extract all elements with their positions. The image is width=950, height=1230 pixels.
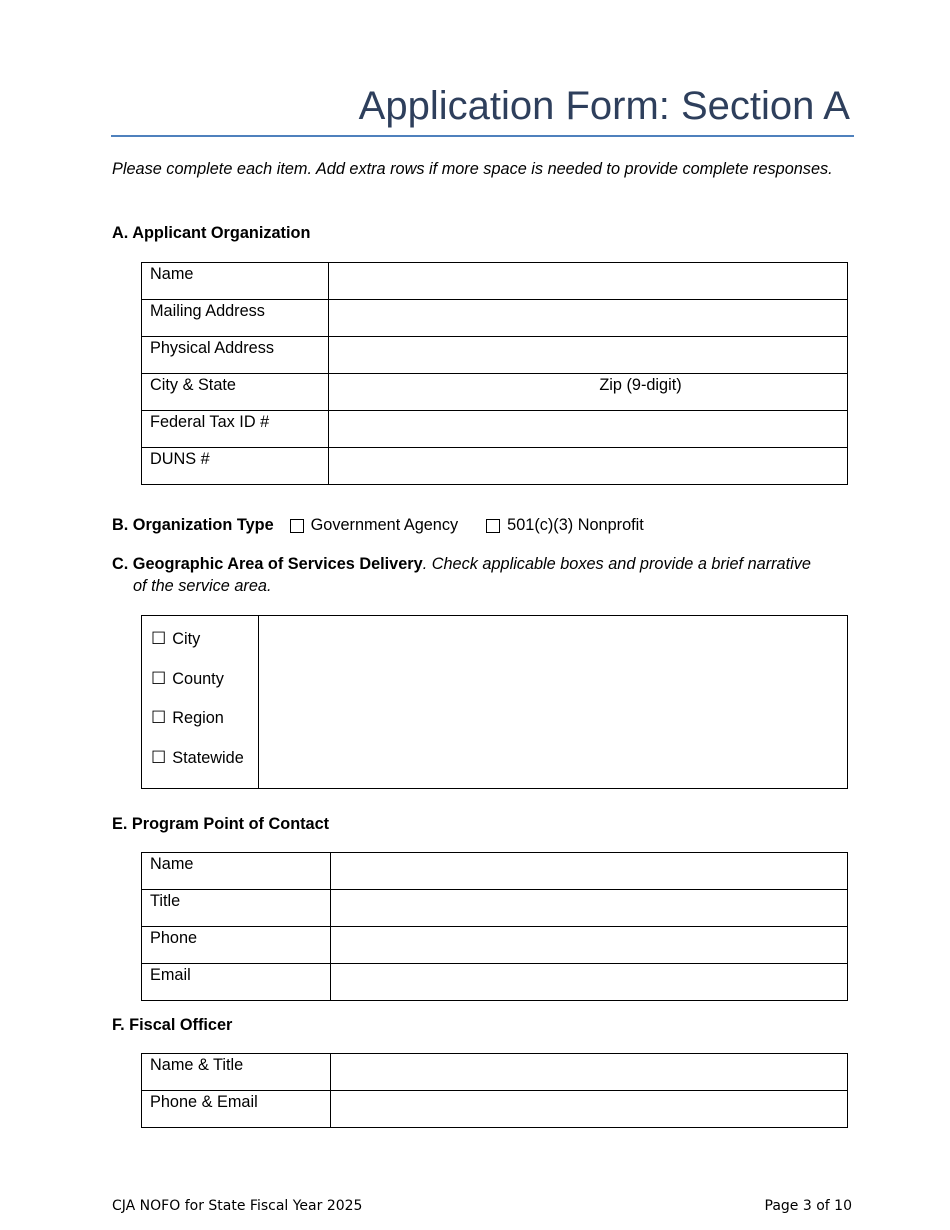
label-contact-phone: Phone	[142, 927, 331, 964]
footer-left: CJA NOFO for State Fiscal Year 2025	[112, 1198, 363, 1214]
option-government-agency[interactable]	[290, 516, 459, 535]
title-divider	[111, 135, 854, 137]
option-nonprofit[interactable]	[486, 516, 644, 535]
table-row	[142, 853, 848, 890]
contact-phone-field[interactable]	[331, 927, 848, 964]
geo-option-city[interactable]	[151, 630, 258, 670]
physical-address-field[interactable]	[329, 337, 848, 374]
table-row	[142, 263, 848, 300]
region-checkbox[interactable]: ☐	[151, 708, 167, 727]
city-checkbox[interactable]: ☐	[151, 629, 167, 648]
table-row	[142, 374, 848, 411]
section-c-note-1: . Check applicable boxes and provide a brief narrative	[422, 555, 811, 573]
section-f-heading: F. Fiscal Officer	[112, 1016, 233, 1034]
section-a-heading: A. Applicant Organization	[112, 224, 311, 242]
contact-title-field[interactable]	[331, 890, 848, 927]
label-mailing-address: Mailing Address	[142, 300, 329, 337]
county-label: County	[172, 669, 224, 688]
contact-email-field[interactable]	[331, 964, 848, 1001]
fiscal-phone-email-field[interactable]	[331, 1091, 848, 1128]
county-checkbox[interactable]: ☐	[151, 668, 167, 688]
label-city-state: City & State	[142, 374, 329, 411]
mailing-address-field[interactable]	[329, 300, 848, 337]
fiscal-officer-table	[141, 1053, 848, 1128]
name-field[interactable]	[329, 263, 848, 300]
program-contact-table	[141, 852, 848, 1001]
label-fiscal-phone-email: Phone & Email	[142, 1091, 331, 1128]
government-agency-checkbox[interactable]	[290, 519, 304, 533]
geo-checkbox-cell	[142, 616, 259, 789]
section-b-heading: B. Organization Type	[112, 516, 274, 534]
fiscal-name-title-field[interactable]	[331, 1054, 848, 1091]
table-row	[142, 616, 848, 789]
table-row	[142, 927, 848, 964]
label-contact-name: Name	[142, 853, 331, 890]
geo-option-statewide[interactable]	[151, 749, 258, 789]
nonprofit-checkbox[interactable]	[486, 519, 500, 533]
section-c-heading: C. Geographic Area of Services Delivery	[112, 555, 423, 573]
duns-field[interactable]	[329, 448, 848, 485]
label-duns: DUNS #	[142, 448, 329, 485]
section-c-heading-block	[112, 553, 857, 597]
table-row	[142, 300, 848, 337]
geographic-area-table	[141, 615, 848, 789]
statewide-label: Statewide	[172, 748, 244, 767]
geo-option-region[interactable]	[151, 709, 258, 749]
service-area-narrative-field[interactable]	[259, 616, 848, 789]
table-row	[142, 337, 848, 374]
table-row	[142, 411, 848, 448]
organization-type-row	[112, 516, 672, 535]
contact-name-field[interactable]	[331, 853, 848, 890]
city-label: City	[172, 630, 201, 648]
city-state-zip-field[interactable]	[329, 374, 848, 411]
table-row	[142, 1091, 848, 1128]
table-row	[142, 1054, 848, 1091]
government-agency-label: Government Agency	[310, 516, 459, 534]
table-row	[142, 448, 848, 485]
applicant-organization-table	[141, 262, 848, 485]
page-title: Application Form: Section A	[358, 84, 850, 128]
label-contact-title: Title	[142, 890, 331, 927]
footer-page-number: Page 3 of 10	[764, 1198, 852, 1214]
section-c-note-2: of the service area.	[133, 577, 272, 595]
nonprofit-label: 501(c)(3) Nonprofit	[507, 516, 644, 534]
instructions: Please complete each item. Add extra rows if more space is needed to provide complete responses.	[112, 160, 833, 178]
label-name: Name	[142, 263, 329, 300]
table-row	[142, 964, 848, 1001]
region-label: Region	[172, 709, 224, 727]
label-fiscal-name-title: Name & Title	[142, 1054, 331, 1091]
statewide-checkbox[interactable]: ☐	[151, 747, 167, 767]
geo-option-county[interactable]	[151, 670, 258, 710]
label-physical-address: Physical Address	[142, 337, 329, 374]
label-contact-email: Email	[142, 964, 331, 1001]
label-federal-tax-id: Federal Tax ID #	[142, 411, 329, 448]
federal-tax-id-field[interactable]	[329, 411, 848, 448]
section-e-heading: E. Program Point of Contact	[112, 815, 330, 833]
zip-label: Zip (9-digit)	[599, 376, 682, 394]
table-row	[142, 890, 848, 927]
